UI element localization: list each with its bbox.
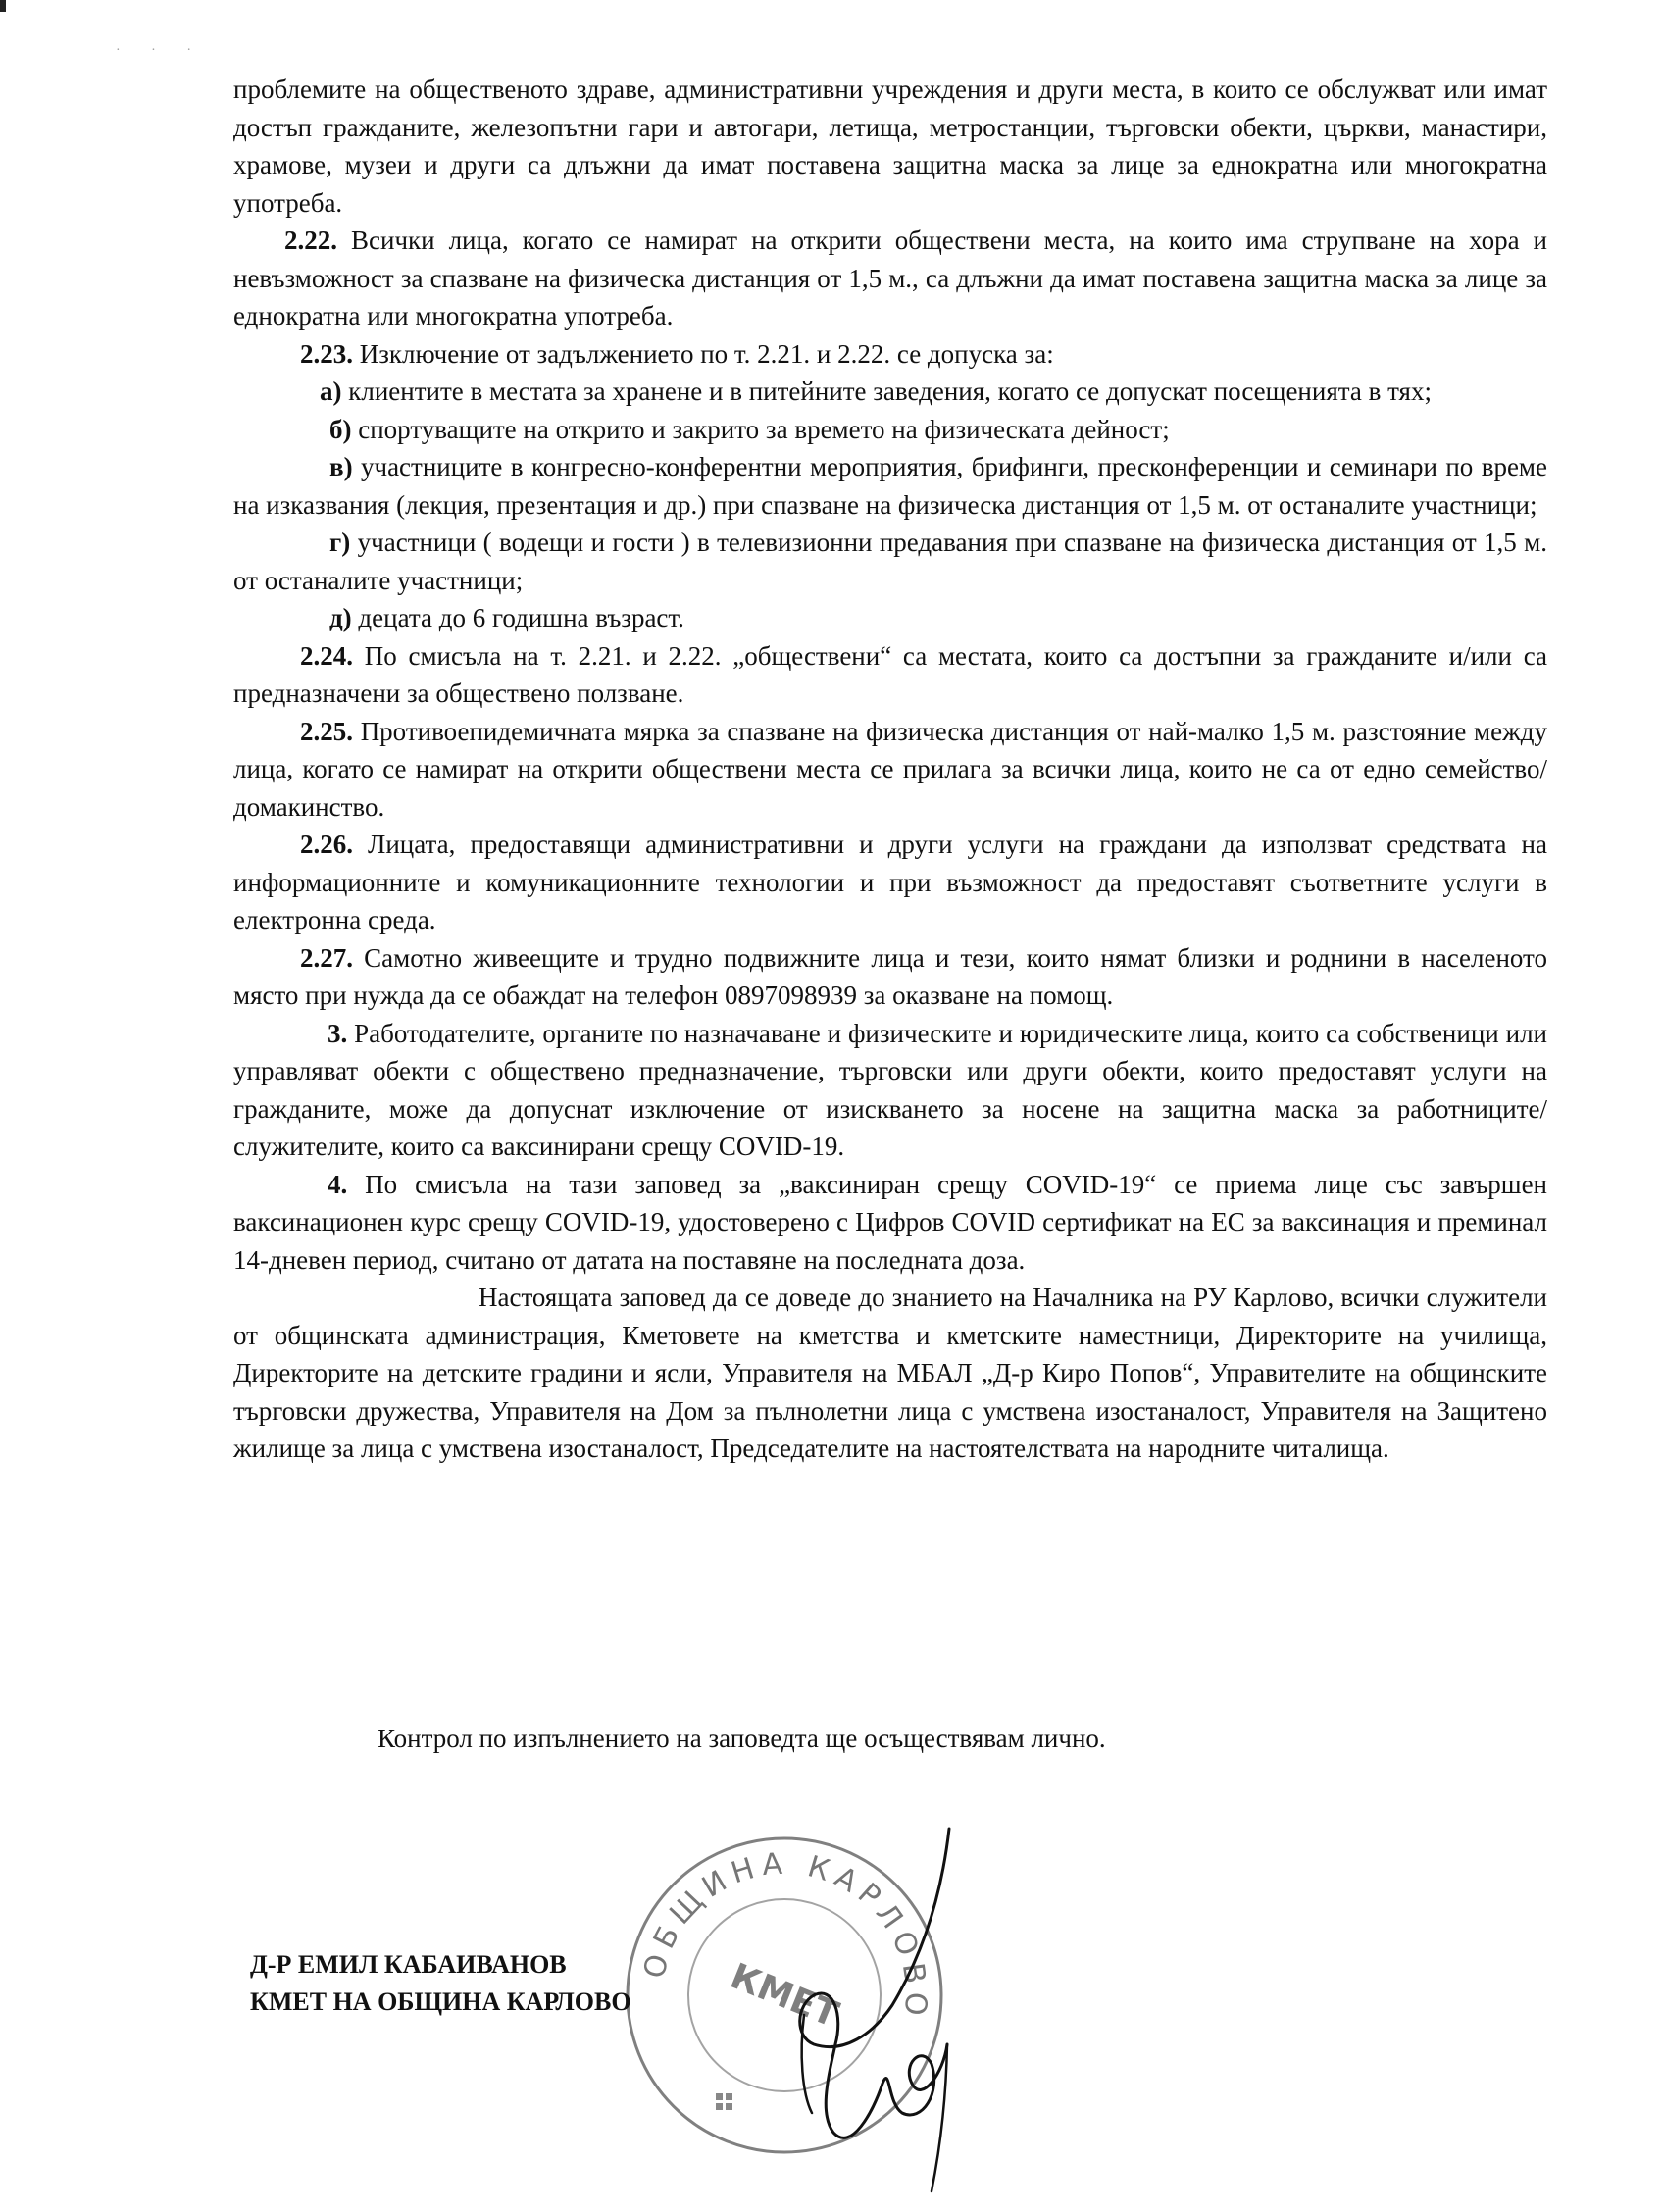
paragraph-text: Противоепидемичната мярка за спазване на физическа дистанция от най-малко 1,5 м. разстояние между лица, когато се намират на открити обществени места се прилага за всички лица, които не са от едно семейство/домакинство. xyxy=(233,716,1547,822)
paragraph-text: Лицата, предоставящи административни и други услуги на граждани да използват средствата на информационните и комуникационните технологии и при възможност да предоставят съответните услуги в електронна среда. xyxy=(233,830,1547,934)
paragraph-number: 2.27. xyxy=(300,942,353,973)
signature-block xyxy=(250,1946,631,2021)
paragraph-notification xyxy=(233,1279,1547,1468)
paragraph-continuation xyxy=(233,71,1547,222)
paragraph-2-23 xyxy=(233,335,1547,374)
list-item-d xyxy=(233,599,1547,637)
list-item-text: клиентите в местата за хранене и в питейните заведения, когато се допускат посещенията в тях; xyxy=(348,377,1432,406)
paragraph-2-26 xyxy=(233,826,1547,939)
paragraph-number: 2.24. xyxy=(300,640,353,671)
list-item-b xyxy=(233,411,1547,449)
paragraph-number: 2.22. xyxy=(284,226,337,255)
stamp-ring-text: ОБЩИНА КАРЛОВО xyxy=(636,1846,933,2024)
list-item-g xyxy=(233,524,1547,599)
paragraph-3 xyxy=(233,1015,1547,1166)
signer-name: Д-Р ЕМИЛ КАБАИВАНОВ xyxy=(250,1950,567,1979)
paragraph-2-22 xyxy=(233,222,1547,335)
list-marker: б) xyxy=(329,414,352,444)
scan-specks: · · · xyxy=(116,43,205,58)
paragraph-number: 3. xyxy=(328,1018,348,1048)
paragraph-text: проблемите на общественото здраве, административни учреждения и други места, в които се обслужват или имат достъп гражданите, железопътни гари и автогари, летища, метростанции, търговски обекти, църкви, манастири, храмове, музеи и други са длъжни да имат поставена защитна маска за лице за еднократна или многократна употреба. xyxy=(233,75,1547,218)
paragraph-number: 2.26. xyxy=(300,830,353,859)
paragraph-text: Настоящата заповед да се доведе до знанието на Началника на РУ Карлово, всички служители от общинската администрация, Кметовете на кметства и кметските наместници, Директорите на училища, Директорите на детските градини и ясли, Управителя на МБАЛ „Д-р Киро Попов“, Управителите на общинските търговски дружества, Управителя на Дом за пълнолетни лица с умствена изостаналост, Управителя на Защитено жилище за лица с умствена изостаналост, Председателите на настоятелствата на народните читалища. xyxy=(233,1282,1547,1463)
paragraph-text: Самотно живеещите и трудно подвижните лица и тези, които нямат близки и роднини в населеното място при нужда да се обаждат на телефон 0897098939 за оказване на помощ. xyxy=(233,942,1548,1010)
paragraph-text: Всички лица, когато се намират на открити обществени места, на които има струпване на хора и невъзможност за спазване на физическа дистанция от 1,5 м., са длъжни да имат поставена защитна маска за лице за еднократна или многократна употреба. xyxy=(233,226,1548,330)
paragraph-4 xyxy=(233,1166,1547,1280)
signer-title: КМЕТ НА ОБЩИНА КАРЛОВО xyxy=(250,1987,631,2016)
paragraph-number: 4. xyxy=(328,1169,348,1199)
list-item-v xyxy=(233,448,1547,524)
handwritten-signature xyxy=(775,1819,971,2201)
paragraph-text: По смисъла на тази заповед за „ваксиниран срещу COVID-19“ се приема лице със завършен ваксинационен курс срещу COVID-19, удостоверено с Цифров COVID сертификат на ЕС за ваксинация и преминал 14-дневен период, считано от датата на поставяне на последната доза. xyxy=(233,1169,1547,1275)
stamp-center-text: КМЕТ xyxy=(725,1956,844,2036)
list-item-text: участниците в конгресно-конферентни мероприятия, брифинги, пресконференции и семинари по време на изказвания (лекция, презентация и др.) при спазване на физическа дистанция от 1,5 м. от останалите участници; xyxy=(233,452,1548,520)
paragraph-text: Изключение от задължението по т. 2.21. и 2.22. се допуска за: xyxy=(359,338,1054,369)
paragraph-2-24 xyxy=(233,637,1547,713)
list-item-text: децата до 6 годишна възраст. xyxy=(358,603,684,632)
document-body xyxy=(233,71,1547,1468)
paragraph-2-25 xyxy=(233,713,1547,827)
list-item-a xyxy=(233,373,1547,411)
paragraph-number: 2.23. xyxy=(300,338,353,369)
list-marker: г) xyxy=(329,528,351,557)
list-marker: в) xyxy=(329,452,353,481)
paragraph-text: Работодателите, органите по назначаване и физическите и юридическите лица, които са собственици или управляват обекти с обществено предназначение, търговски или други обекти, които предоставят услуги на гражданите, може да допуснат изключение от изискването за носене на защитна маска за работниците/служителите, които са ваксинирани срещу COVID-19. xyxy=(233,1018,1548,1161)
list-item-text: участници ( водещи и гости ) в телевизионни предавания при спазване на физическа дистанция от 1,5 м. от останалите участници; xyxy=(233,528,1548,595)
control-statement: Контрол по изпълнението на заповедта ще осъществявам лично. xyxy=(378,1724,1106,1753)
paragraph-2-27 xyxy=(233,939,1547,1015)
paragraph-text: По смисъла на т. 2.21. и 2.22. „обществени“ са местата, които са достъпни за гражданите и/или са предназначени за обществено ползване. xyxy=(233,640,1548,708)
list-marker: а) xyxy=(320,377,342,406)
list-marker: д) xyxy=(329,603,352,632)
paragraph-number: 2.25. xyxy=(300,716,353,746)
scan-edge-mark xyxy=(0,0,6,12)
list-item-text: спортуващите на открито и закрито за времето на физическата дейност; xyxy=(358,414,1170,444)
